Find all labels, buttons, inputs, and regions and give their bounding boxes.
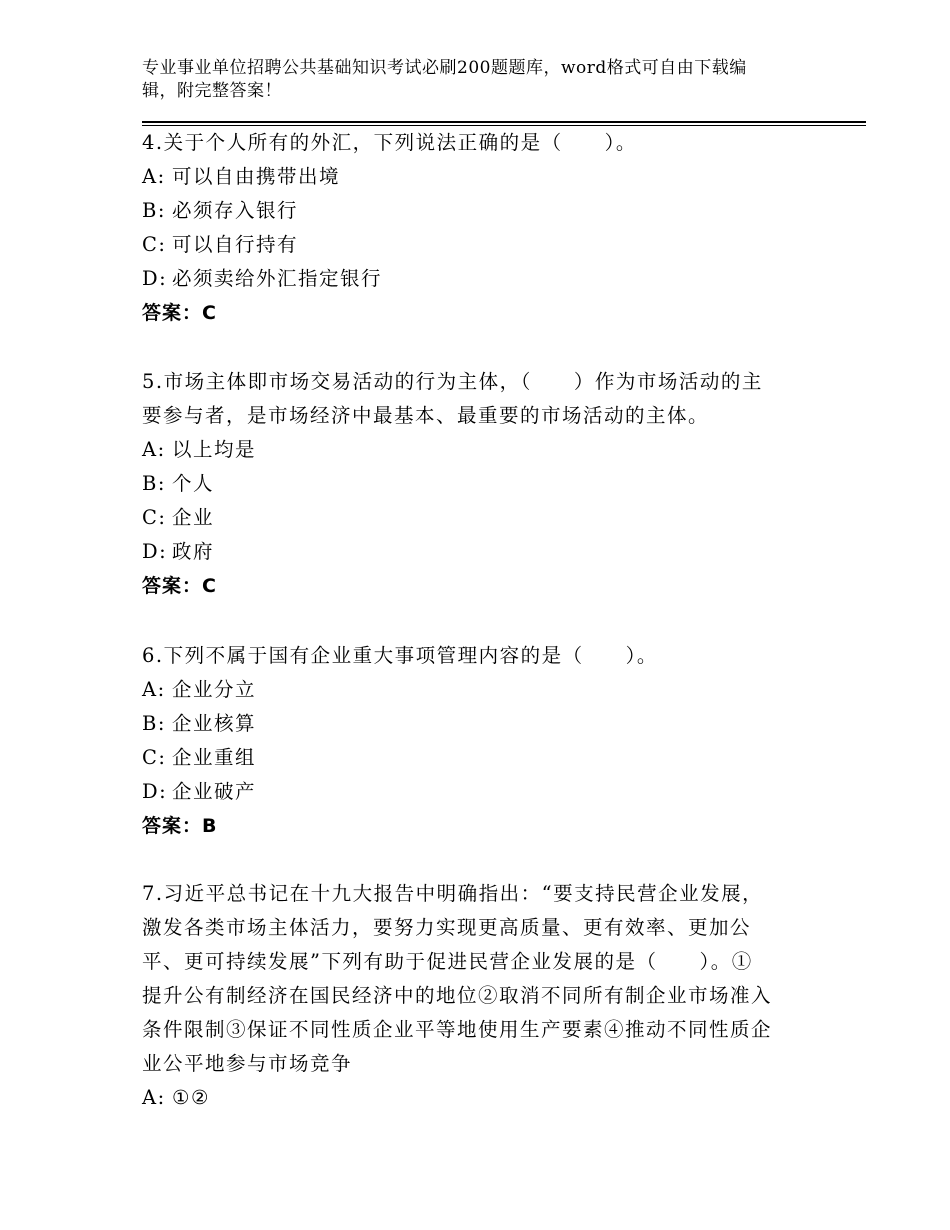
option-text: 必须卖给外汇指定银行	[172, 267, 383, 290]
option-d	[142, 775, 822, 809]
question-stem: 提升公有制经济在国民经济中的地位②取消不同所有制企业市场准入	[142, 984, 773, 1007]
option-key: C:	[142, 233, 167, 256]
option-text: 企业	[172, 506, 215, 529]
option-text: 企业分立	[172, 678, 257, 701]
option-b	[142, 467, 822, 501]
option-c	[142, 501, 822, 535]
question-stem: 业公平地参与市场竞争	[142, 1052, 353, 1075]
option-text: 企业破产	[172, 780, 257, 803]
answer-label: 答案：C	[142, 575, 217, 597]
option-a	[142, 673, 822, 707]
option-text: 可以自行持有	[172, 233, 299, 256]
option-text: 个人	[172, 472, 215, 495]
header-line-1: 专业事业单位招聘公共基础知识考试必刷200题题库，word格式可自由下载编	[142, 58, 747, 78]
option-key: D:	[142, 780, 168, 803]
option-key: A:	[142, 165, 166, 188]
option-key: B:	[142, 199, 166, 222]
option-key: B:	[142, 712, 166, 735]
question-7	[142, 877, 822, 1115]
option-text: ①②	[172, 1086, 210, 1109]
header-line-2: 辑，附完整答案！	[142, 81, 282, 101]
header-rule-thick	[142, 121, 866, 123]
option-a	[142, 433, 822, 467]
option-text: 必须存入银行	[172, 199, 299, 222]
option-key: B:	[142, 472, 166, 495]
option-d	[142, 535, 822, 569]
option-text: 企业重组	[172, 746, 257, 769]
option-b	[142, 707, 822, 741]
option-key: A:	[142, 1086, 166, 1109]
document-header	[142, 57, 802, 103]
question-stem: 要参与者，是市场经济中最基本、最重要的市场活动的主体。	[142, 404, 710, 427]
question-4	[142, 126, 822, 330]
question-stem: 6.下列不属于国有企业重大事项管理内容的是（ ）。	[142, 644, 658, 667]
question-stem: 4.关于个人所有的外汇，下列说法正确的是（ ）。	[142, 131, 637, 154]
question-5	[142, 365, 822, 603]
answer-label: 答案：B	[142, 815, 218, 837]
option-key: A:	[142, 438, 166, 461]
option-text: 可以自由携带出境	[172, 165, 341, 188]
option-key: A:	[142, 678, 166, 701]
option-a	[142, 1081, 822, 1115]
question-6	[142, 639, 822, 843]
question-stem: 激发各类市场主体活力，要努力实现更高质量、更有效率、更加公	[142, 916, 752, 939]
option-text: 政府	[172, 540, 215, 563]
option-c	[142, 228, 822, 262]
option-text: 企业核算	[172, 712, 257, 735]
question-stem: 7.习近平总书记在十九大报告中明确指出：“要支持民营企业发展，	[142, 882, 764, 905]
option-key: D:	[142, 540, 168, 563]
option-text: 以上均是	[172, 438, 257, 461]
question-stem: 平、更可持续发展”下列有助于促进民营企业发展的是（ ）。①	[142, 950, 753, 973]
option-a	[142, 160, 822, 194]
option-key: C:	[142, 506, 167, 529]
option-key: D:	[142, 267, 168, 290]
answer-label: 答案：C	[142, 302, 217, 324]
option-d	[142, 262, 822, 296]
option-c	[142, 741, 822, 775]
option-key: C:	[142, 746, 167, 769]
question-stem: 条件限制③保证不同性质企业平等地使用生产要素④推动不同性质企	[142, 1018, 773, 1041]
question-stem: 5.市场主体即市场交易活动的行为主体，（ ）作为市场活动的主	[142, 370, 763, 393]
option-b	[142, 194, 822, 228]
